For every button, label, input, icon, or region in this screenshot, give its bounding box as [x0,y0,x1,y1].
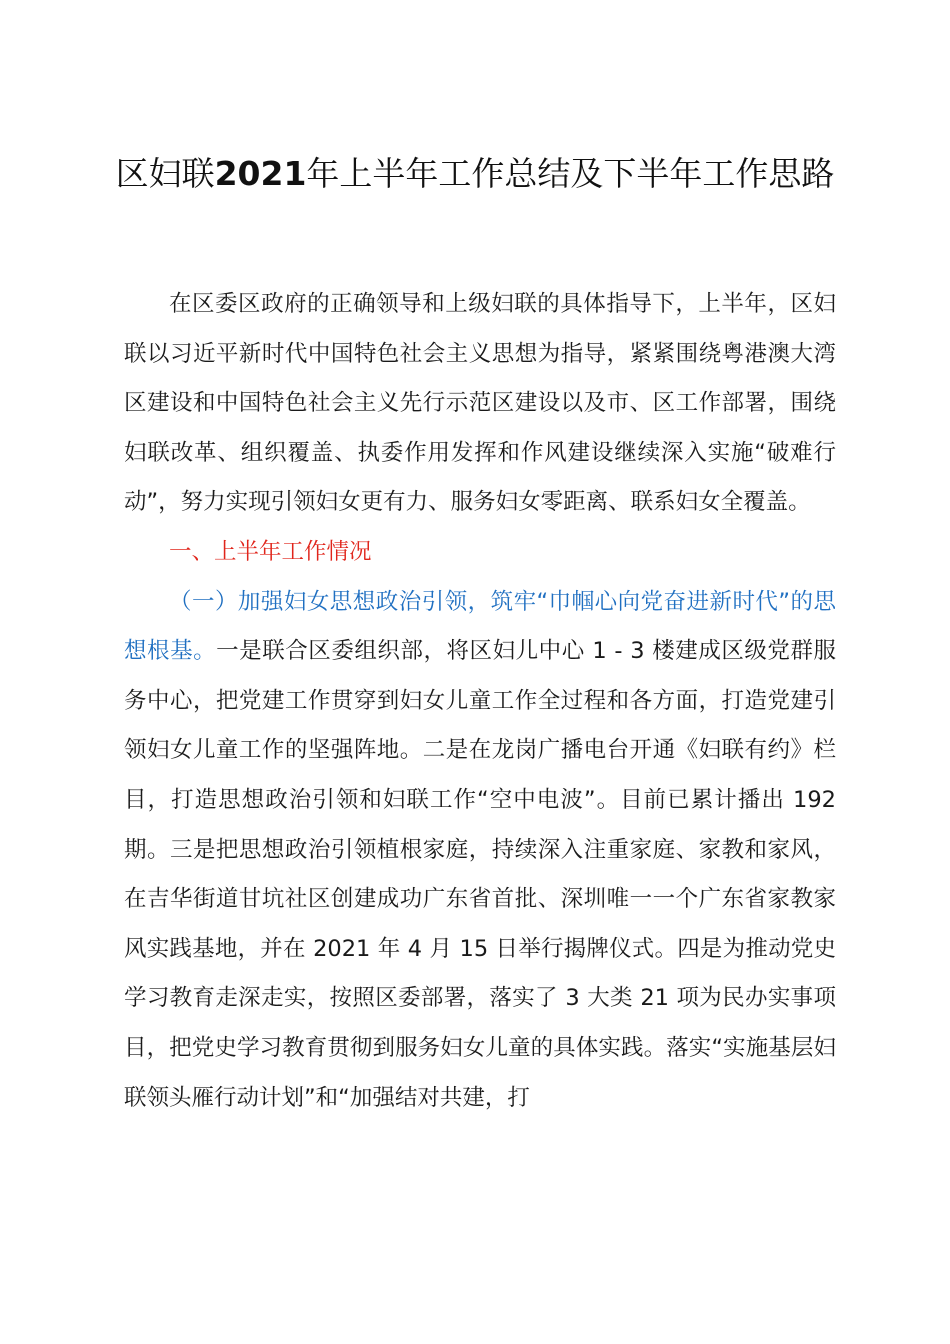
title-year: 2021 [214,154,307,193]
intro-paragraph: 在区委区政府的正确领导和上级妇联的具体指导下，上半年，区妇联以习近平新时代中国特色社会主义思想为指导，紧紧围绕粤港澳大湾区建设和中国特色社会主义先行示范区建设以及市、区工作部署，围绕妇联改革、组织覆盖、执委作用发挥和作风建设继续深入实施“破难行动”，努力实现引领妇女更有力、服务妇女零距离、联系妇女全覆盖。 [124,291,836,516]
subsection-1-heading: （一）加强妇女思想政治引领，筑牢“巾帼心向党奋进新时代”的思想根基。 [124,588,836,665]
document-title [100,148,850,200]
subsection-1-paragraph [124,578,836,1124]
document-body [124,280,836,1123]
title-prefix: 区妇联 [115,154,215,193]
section-heading-first-half: 一、上半年工作情况 [169,538,372,565]
title-rest: 年上半年工作总结及下半年工作思路 [306,154,835,193]
subsection-1-body: 一是联合区委组织部，将区妇儿中心 1 - 3 楼建成区级党群服务中心，把党建工作贯穿到妇女儿童工作全过程和各方面，打造党建引领妇女儿童工作的坚强阵地。二是在龙岗广播电台开通《妇联有约》栏目，打造思想政治引领和妇联工作“空中电波”。目前已累计播出 192 期。三是把思想政治引领植根家庭，持续深入注重家庭、家教和家风，在吉华街道甘坑社区创建成功广东省首批、深圳唯一一个广东省家教家风实践基地，并在 2021 年 4 月 15 日举行揭牌仪式。四是为推动党史学习教育走深走实，按照区委部署，落实了 3 大类 21 项为民办实事项目，把党史学习教育贯彻到服务妇女儿童的具体实践。落实“实施基层妇联领头雁行动计划”和“加强结对共建，打 [124,638,836,1111]
